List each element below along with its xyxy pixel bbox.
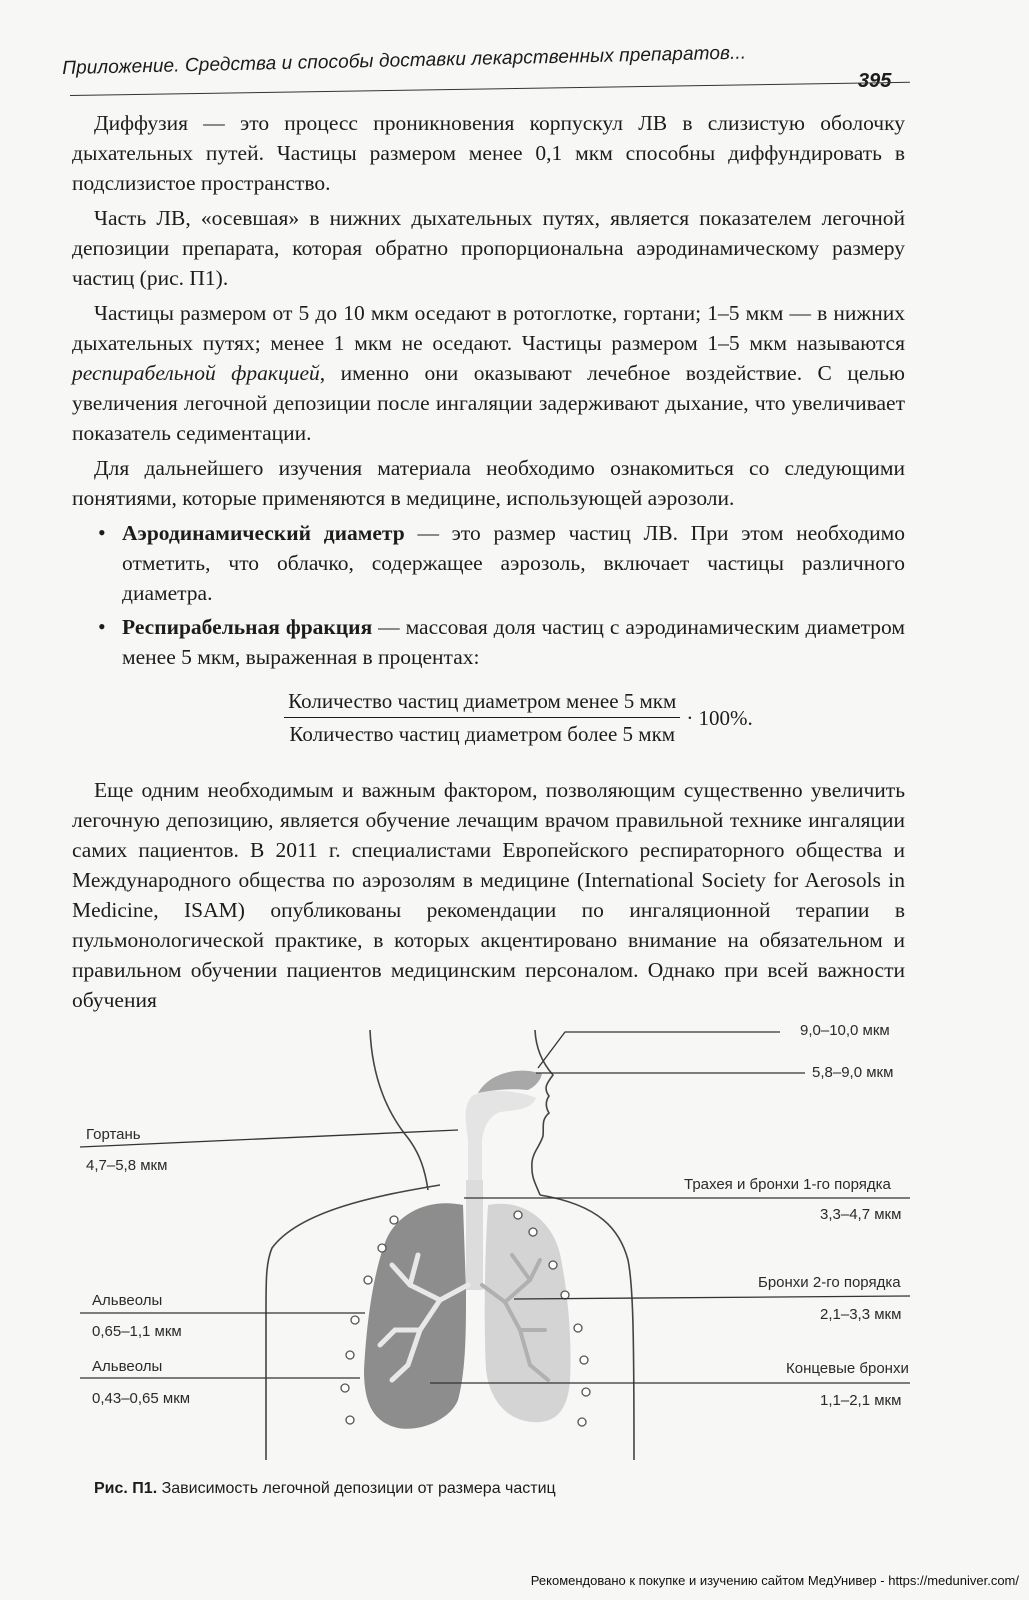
alveoli-upper-name-label: Альвеолы <box>92 1292 163 1309</box>
mouth-range-label: 5,8–9,0 мкм <box>812 1064 894 1081</box>
definition-term: Респирабельная фракция <box>122 615 373 639</box>
paragraph-deposition: Часть ЛВ, «осевшая» в нижних дыхательных путях, является показателем легочной депозиции препарата, которая обратно пропорциональна аэродинамическому размеру частиц (рис. П1). <box>72 206 905 290</box>
definitions-list <box>94 518 905 672</box>
nose-range-label: 9,0–10,0 мкм <box>800 1022 890 1039</box>
formula-denominator: Количество частиц диаметром более 5 мкм <box>289 722 676 746</box>
right-lung <box>485 1204 571 1422</box>
formula-fraction <box>284 686 680 749</box>
trachea-name-label: Трахея и бронхи 1-го порядка <box>684 1176 891 1193</box>
alveoli-upper-range-label: 0,65–1,1 мкм <box>92 1323 182 1340</box>
respirable-fraction-term: респирабельной фракцией <box>72 361 320 385</box>
larynx-range-label: 4,7–5,8 мкм <box>86 1157 168 1174</box>
nasal-cavity <box>478 1071 542 1093</box>
paragraph-training: Еще одним необходимым и важным фактором, позволяющим существенно увеличить легочную депозицию, является обучение лечащим врачом правильной технике ингаляции самих пациентов. В 2011 г. специалистами Европейского респираторного общества и Международного общества по аэрозолям в медицине (International Society for Aerosols in Medicine, ISAM) опубликованы рекомендации по ингаляционной терапии в пульмонологической практике, в которых акцентировано внимание на обязательном и правильном обучении пациентов медицинским персоналом. Однако при всей важности обучения <box>72 778 905 1012</box>
paragraph-particle-sizes-end: , именно они оказывают лечебное воздействие. С целью увеличения легочной депозиции после ингаляции задерживают дыхание, что увеличивает показатель седиментации. <box>72 361 905 445</box>
caption-number: Рис. П1. <box>94 1480 158 1497</box>
formula-multiplier: · 100%. <box>686 705 753 730</box>
paragraph-particle-sizes-start: Частицы размером от 5 до 10 мкм оседают в ротоглотке, гортани; 1–5 мкм — в нижних дыхательных путях; менее 1 мкм не оседают. Частицы размером 1–5 мкм называются <box>72 301 905 355</box>
terminal-bronchi-range-label: 1,1–2,1 мкм <box>820 1392 902 1409</box>
larynx-name-label: Гортань <box>86 1126 141 1143</box>
caption-text: Зависимость легочной депозиции от размера частиц <box>157 1480 556 1497</box>
alveoli-lower-range-label: 0,43–0,65 мкм <box>92 1390 191 1407</box>
figure-caption <box>94 1480 556 1498</box>
terminal-bronchi-name-label: Концевые бронхи <box>786 1360 909 1377</box>
face-profile-outline <box>532 1030 553 1195</box>
bronchi2-name-label: Бронхи 2-го порядка <box>758 1274 901 1291</box>
list-item <box>94 518 905 608</box>
bronchi2-range-label: 2,1–3,3 мкм <box>820 1306 902 1323</box>
respirable-fraction-formula <box>132 686 905 749</box>
definition-text: — массовая доля частиц с аэродинамическим диаметром менее 5 мкм, выраженная в процентах: <box>122 615 905 669</box>
definition-text: — это размер частиц ЛВ. При этом необходимо отметить, что облачко, содержащее аэрозоль, включает частицы различного диаметра. <box>122 521 905 605</box>
running-title: Приложение. Средства и способы доставки лекарственных препаратов... <box>62 42 747 79</box>
trachea <box>466 1180 483 1290</box>
alveoli-lower-name-label: Альвеолы <box>92 1358 163 1375</box>
running-head <box>62 39 907 80</box>
list-item <box>94 612 905 672</box>
page-number: 395 <box>858 70 892 92</box>
left-lung <box>364 1203 466 1429</box>
paragraph-diffusion: Диффузия — это процесс проникновения корпускул ЛВ в слизистую оболочку дыхательных путей. Частицы размером менее 0,1 мкм способны диффундировать в подслизистое пространство. <box>72 111 905 195</box>
paragraph-concepts-intro: Для дальнейшего изучения материала необходимо ознакомиться со следующими понятиями, которые применяются в медицине, использующей аэрозоли. <box>72 456 905 510</box>
trachea-range-label: 3,3–4,7 мкм <box>820 1206 902 1223</box>
figure-lung-deposition <box>0 1022 1029 1510</box>
paragraph-particle-sizes <box>72 298 905 448</box>
body-text <box>72 108 905 1020</box>
respiratory-tract-diagram <box>0 1030 1029 1510</box>
definition-term: Аэродинамический диаметр <box>122 521 405 545</box>
formula-numerator: Количество частиц диаметром менее 5 мкм <box>284 686 680 718</box>
header-rule <box>70 82 910 96</box>
footer-note: Рекомендовано к покупке и изучению сайтом МедУнивер - https://meduniver.com/ <box>530 1573 1019 1588</box>
neck-back-outline <box>370 1030 428 1190</box>
